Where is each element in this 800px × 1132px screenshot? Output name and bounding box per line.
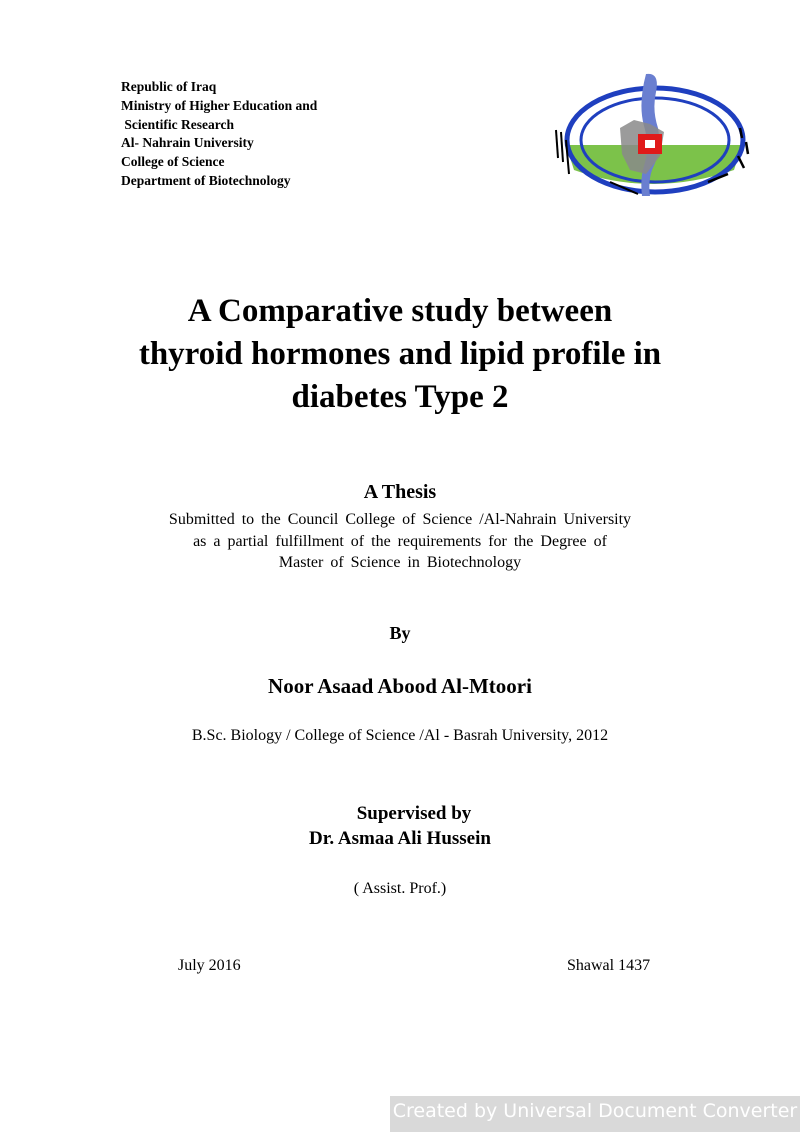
thesis-line: as a partial fulfillment of the requirements for the Degree of xyxy=(193,532,607,550)
institution-line: College of Science xyxy=(121,154,225,170)
title-line: thyroid hormones and lipid profile in xyxy=(138,336,662,372)
thesis-title xyxy=(0,290,800,419)
institution-line: Ministry of Higher Education and xyxy=(121,97,318,113)
hijri-date: Shawal 1437 xyxy=(567,957,651,974)
converter-watermark: Created by Universal Document Converter xyxy=(390,1096,800,1132)
institution-line: Department of Biotechnology xyxy=(121,172,291,188)
thesis-heading: A Thesis xyxy=(363,481,437,503)
by-label: By xyxy=(389,623,411,643)
thesis-line: Master of Science in Biotechnology xyxy=(278,554,522,571)
author-name: Noor Asaad Abood Al-Mtoori xyxy=(268,674,532,698)
title-line: A Comparative study between xyxy=(187,293,613,329)
institution-line: Al- Nahrain University xyxy=(121,135,254,151)
supervisor-name: Dr. Asmaa Ali Hussein xyxy=(309,828,491,849)
institution-line: Republic of Iraq xyxy=(121,79,217,94)
title-line: diabetes Type 2 xyxy=(291,379,509,415)
thesis-line: Submitted to the Council College of Science /Al-Nahrain University xyxy=(168,511,632,528)
seal-red-square-inner xyxy=(645,140,655,148)
university-seal-icon xyxy=(552,70,757,200)
institution-header xyxy=(121,78,317,191)
supervisor-label: Supervised by xyxy=(356,803,472,824)
supervisor-rank: ( Assist. Prof.) xyxy=(353,880,447,897)
author-degree: B.Sc. Biology / College of Science /Al - Basrah University, 2012 xyxy=(191,727,609,744)
thesis-description xyxy=(0,509,800,574)
gregorian-date: July 2016 xyxy=(178,957,241,974)
institution-line: Scientific Research xyxy=(121,116,234,132)
